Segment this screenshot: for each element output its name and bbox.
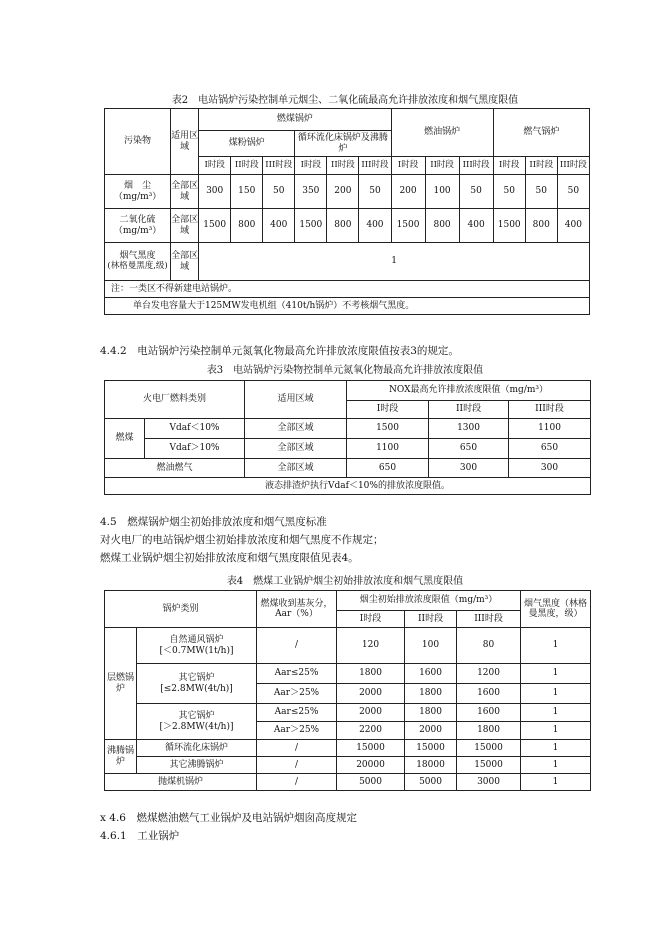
value-cell: 400 xyxy=(263,209,295,243)
value-cell: 800 xyxy=(231,209,263,243)
header-limit: NOX最高允许排放浓度限值（mg/m³） xyxy=(347,381,591,401)
table-row xyxy=(105,628,591,664)
table-row xyxy=(105,740,591,757)
section-4-6-title: x 4.6 燃煤燃油燃气工业锅炉及电站锅炉烟囱高度规定 xyxy=(100,812,357,824)
value-cell: 1500 xyxy=(295,209,327,243)
coal-label: 燃煤 xyxy=(105,419,145,459)
value-cell: 1800 xyxy=(405,684,457,704)
value-cell: 800 xyxy=(525,209,557,243)
value-cell: 50 xyxy=(459,175,493,209)
ash-cell: / xyxy=(257,757,337,774)
value-cell: 2200 xyxy=(337,722,405,740)
blackness-cell: 1 xyxy=(521,664,591,684)
period-cell: II时段 xyxy=(327,157,359,175)
ash-cell: Aar＞25% xyxy=(257,684,337,704)
value-cell: 2000 xyxy=(405,722,457,740)
period-cell: III时段 xyxy=(509,401,591,419)
period-cell: I时段 xyxy=(493,157,525,175)
fuel-cell: 燃油燃气 xyxy=(105,459,245,478)
header-cfb-boiler: 循环流化床锅炉及沸腾炉 xyxy=(295,131,391,157)
value-cell: 1800 xyxy=(405,704,457,722)
header-boiler-type: 锅炉类别 xyxy=(105,591,257,628)
value-cell: 100 xyxy=(405,628,457,664)
table-row xyxy=(105,439,591,459)
value-cell: 1100 xyxy=(347,439,429,459)
value-cell: 15000 xyxy=(457,757,521,774)
value-cell: 50 xyxy=(557,175,589,209)
value-cell: 5000 xyxy=(405,774,457,791)
period-cell: II时段 xyxy=(429,401,509,419)
value-cell: 15000 xyxy=(405,740,457,757)
table-row xyxy=(105,664,591,684)
value-cell: 1800 xyxy=(457,722,521,740)
period-cell: III时段 xyxy=(359,157,391,175)
value-cell: 1600 xyxy=(457,704,521,722)
ash-cell: / xyxy=(257,774,337,791)
value-cell: 800 xyxy=(425,209,459,243)
ash-cell: Aar＞25% xyxy=(257,722,337,740)
value-cell: 300 xyxy=(429,459,509,478)
value-cell: 1100 xyxy=(509,419,591,439)
value-cell: 650 xyxy=(509,439,591,459)
value-cell: 1500 xyxy=(391,209,425,243)
boiler-capacity: [＞2.8MW(4t/h)] xyxy=(159,721,234,732)
header-area: 适用区域 xyxy=(171,109,199,175)
section-4-5-title: 4.5 燃煤锅炉烟尘初始排放浓度和烟气黑度标准 xyxy=(100,516,327,528)
boiler-name: 自然通风锅炉 xyxy=(169,635,224,646)
ash-cell: Aar≤25% xyxy=(257,664,337,684)
header-blackness: 烟气黑度（林格曼黑度，级） xyxy=(521,591,591,628)
table3 xyxy=(104,380,591,495)
header-oil-boiler: 燃油锅炉 xyxy=(391,109,493,157)
blackness-cell: 1 xyxy=(521,722,591,740)
boiler-name: 循环流化床锅炉 xyxy=(137,740,257,757)
blackness-cell: 1 xyxy=(521,740,591,757)
table4 xyxy=(104,590,591,791)
table2-note1: 注：一类区不得新建电站锅炉。 xyxy=(105,281,590,298)
value-cell: 150 xyxy=(231,175,263,209)
layer-boiler-label: 层燃锅炉 xyxy=(105,628,137,740)
value-cell: 20000 xyxy=(337,757,405,774)
period-cell: I时段 xyxy=(199,157,231,175)
value-cell: 300 xyxy=(199,175,231,209)
value-cell: 200 xyxy=(391,175,425,209)
blackness-cell: 1 xyxy=(521,757,591,774)
boiler-name: 其它锅炉 xyxy=(178,673,215,684)
period-cell: I时段 xyxy=(391,157,425,175)
header-pollutant: 污染物 xyxy=(105,109,171,175)
value-cell: 50 xyxy=(263,175,295,209)
table-row xyxy=(105,243,590,281)
value-cell: 15000 xyxy=(457,740,521,757)
ash-cell: / xyxy=(257,628,337,664)
section-4-6-1-title: 4.6.1 工业锅炉 xyxy=(100,830,180,842)
pollutant-unit: (林格曼黑度,级) xyxy=(107,261,168,272)
section-4-5-line2: 燃煤工业锅炉烟尘初始排放浓度和烟气黑度限值见表4。 xyxy=(100,552,359,564)
value-cell: 18000 xyxy=(405,757,457,774)
smoke-value-cell: 1 xyxy=(199,243,590,281)
value-cell: 100 xyxy=(425,175,459,209)
value-cell: 400 xyxy=(359,209,391,243)
value-cell: 50 xyxy=(493,175,525,209)
table4-caption: 表4 燃煤工业锅炉烟尘初始排放浓度和烟气黑度限值 xyxy=(226,576,464,587)
value-cell: 120 xyxy=(337,628,405,664)
value-cell: 1600 xyxy=(405,664,457,684)
pollutant-unit: （mg/m³） xyxy=(113,191,162,202)
value-cell: 1500 xyxy=(199,209,231,243)
paragraph-4-4-2: 4.4.2 电站锅炉污染控制单元氮氧化物最高允许排放浓度限值按表3的规定。 xyxy=(100,345,459,357)
ash-cell: Aar≤25% xyxy=(257,704,337,722)
header-coal-boiler: 燃煤锅炉 xyxy=(199,109,391,131)
boiler-name: 其它沸腾锅炉 xyxy=(137,757,257,774)
value-cell: 3000 xyxy=(457,774,521,791)
value-cell: 800 xyxy=(327,209,359,243)
header-ash: 燃煤收到基灰分，Aar（%） xyxy=(257,591,337,628)
blackness-cell: 1 xyxy=(521,704,591,722)
table3-note: 液态排渣炉执行Vdaf＜10%的排放浓度限值。 xyxy=(105,478,591,495)
pollutant-name: 烟气黑度 xyxy=(119,250,156,261)
header-area: 适用区域 xyxy=(245,381,347,419)
period-cell: II时段 xyxy=(525,157,557,175)
value-cell: 300 xyxy=(509,459,591,478)
table-row xyxy=(105,704,591,722)
table-row xyxy=(105,209,590,243)
value-cell: 400 xyxy=(557,209,589,243)
value-cell: 350 xyxy=(295,175,327,209)
blackness-cell: 1 xyxy=(521,684,591,704)
fluid-boiler-label: 沸腾锅炉 xyxy=(105,740,137,774)
area-cell: 全部区域 xyxy=(171,175,199,209)
table-row xyxy=(105,459,591,478)
fuel-cell: Vdaf＞10% xyxy=(145,439,245,459)
area-cell: 全部区域 xyxy=(171,243,199,281)
pollutant-name: 二氧化硫 xyxy=(119,215,156,226)
table2 xyxy=(104,108,590,315)
area-cell: 全部区域 xyxy=(245,459,347,478)
period-cell: III时段 xyxy=(459,157,493,175)
table2-caption: 表2 电站锅炉污染控制单元烟尘、二氧化硫最高允许排放浓度和烟气黑度限值 xyxy=(171,95,519,106)
table3-caption: 表3 电站锅炉污染物控制单元氮氧化物最高允许排放浓度限值 xyxy=(206,365,484,376)
value-cell: 650 xyxy=(347,459,429,478)
value-cell: 2000 xyxy=(337,684,405,704)
period-cell: I时段 xyxy=(337,611,405,628)
period-cell: III时段 xyxy=(457,611,521,628)
value-cell: 5000 xyxy=(337,774,405,791)
period-cell: II时段 xyxy=(425,157,459,175)
value-cell: 1800 xyxy=(337,664,405,684)
table-row xyxy=(105,175,590,209)
value-cell: 50 xyxy=(359,175,391,209)
period-cell: II时段 xyxy=(405,611,457,628)
boiler-capacity: [≤2.8MW(4t/h)] xyxy=(160,683,233,694)
value-cell: 80 xyxy=(457,628,521,664)
area-cell: 全部区域 xyxy=(245,439,347,459)
boiler-name: 其它锅炉 xyxy=(178,711,215,722)
ash-cell: / xyxy=(257,740,337,757)
value-cell: 15000 xyxy=(337,740,405,757)
table-row xyxy=(105,757,591,774)
period-cell: II时段 xyxy=(231,157,263,175)
value-cell: 1300 xyxy=(429,419,509,439)
fuel-cell: Vdaf＜10% xyxy=(145,419,245,439)
table-row xyxy=(105,774,591,791)
section-4-5-line1: 对火电厂的电站锅炉烟尘初始排放浓度和烟气黑度不作规定； xyxy=(100,534,384,546)
header-fuel: 火电厂燃料类别 xyxy=(105,381,245,419)
boiler-capacity: [＜0.7MW(1t/h)] xyxy=(159,645,234,656)
table2-note2: 单台发电容量大于125MW发电机组（410t/h锅炉）不考核烟气黑度。 xyxy=(105,298,590,315)
area-cell: 全部区域 xyxy=(245,419,347,439)
value-cell: 1200 xyxy=(457,664,521,684)
pollutant-name: 烟 尘 xyxy=(124,181,152,192)
value-cell: 200 xyxy=(327,175,359,209)
period-cell: I时段 xyxy=(347,401,429,419)
header-pc-boiler: 煤粉锅炉 xyxy=(199,131,295,157)
header-concentration: 烟尘初始排放浓度限值（mg/m³） xyxy=(337,591,521,611)
value-cell: 400 xyxy=(459,209,493,243)
boiler-name: 抛煤机锅炉 xyxy=(105,774,257,791)
period-cell: III时段 xyxy=(263,157,295,175)
value-cell: 1500 xyxy=(493,209,525,243)
value-cell: 650 xyxy=(429,439,509,459)
value-cell: 50 xyxy=(525,175,557,209)
blackness-cell: 1 xyxy=(521,774,591,791)
period-cell: III时段 xyxy=(557,157,589,175)
pollutant-unit: （mg/m³） xyxy=(113,225,162,236)
table-row xyxy=(105,419,591,439)
area-cell: 全部区域 xyxy=(171,209,199,243)
value-cell: 1500 xyxy=(347,419,429,439)
value-cell: 1600 xyxy=(457,684,521,704)
header-gas-boiler: 燃气锅炉 xyxy=(493,109,589,157)
period-cell: I时段 xyxy=(295,157,327,175)
value-cell: 2000 xyxy=(337,704,405,722)
blackness-cell: 1 xyxy=(521,628,591,664)
